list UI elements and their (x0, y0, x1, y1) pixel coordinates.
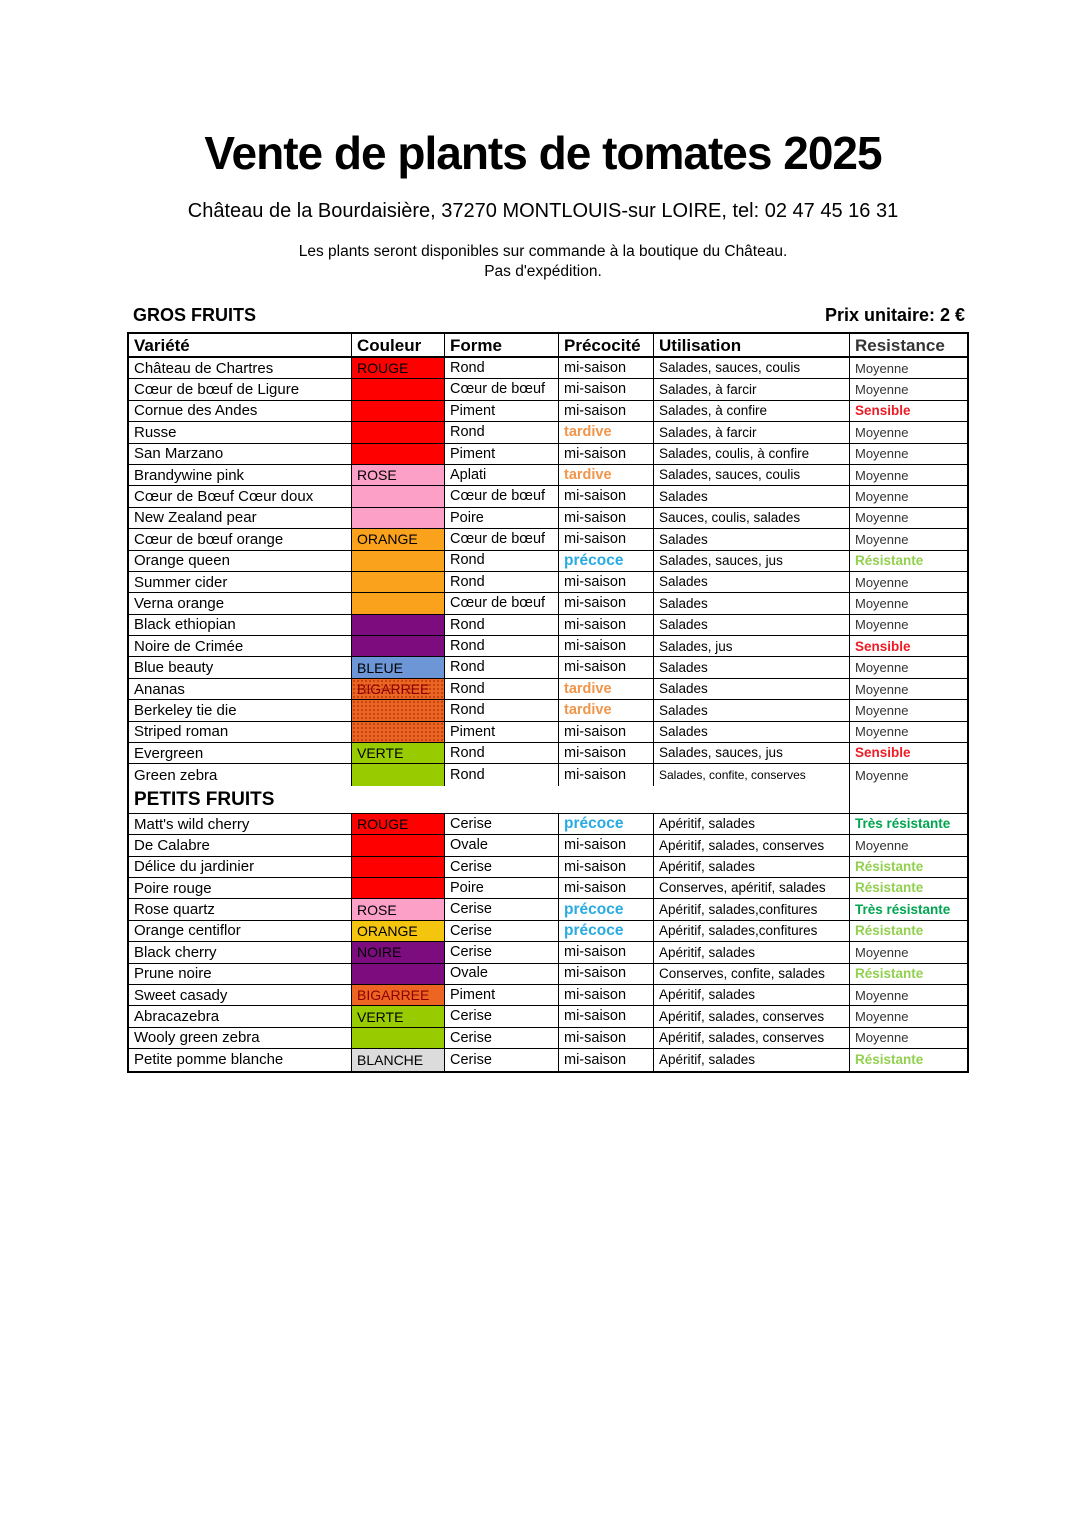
table-row (129, 985, 967, 1006)
cell-precocite: mi-saison (559, 593, 654, 613)
tomato-table (127, 332, 969, 1073)
cell-resistance: Moyenne (855, 382, 909, 398)
cell-utilisation: Salades (654, 679, 850, 699)
cell-resistance: Moyenne (855, 724, 909, 740)
cell-utilisation: Apéritif, salades (654, 985, 850, 1005)
cell-utilisation: Apéritif, salades (654, 1049, 850, 1070)
cell-precocite: mi-saison (559, 358, 654, 378)
cell-forme: Aplati (445, 465, 559, 485)
cell-precocite: mi-saison (559, 942, 654, 962)
unit-price-label: Prix unitaire: 2 € (824, 305, 965, 325)
cell-resistance: Moyenne (855, 595, 909, 611)
cell-resistance: Résistante (855, 923, 924, 939)
cell-precocite: précoce (559, 814, 654, 834)
cell-forme: Piment (445, 401, 559, 421)
cell-forme: Ovale (445, 835, 559, 855)
cell-variete: Summer cider (129, 572, 352, 592)
cell-couleur-swatch (352, 764, 445, 785)
cell-variete: Orange centiflor (129, 921, 352, 941)
cell-couleur-swatch (352, 835, 445, 855)
cell-utilisation: Salades (654, 615, 850, 635)
cell-variete: Délice du jardinier (129, 857, 352, 877)
cell-forme: Rond (445, 657, 559, 677)
cell-variete: Noire de Crimée (129, 636, 352, 656)
cell-forme: Cerise (445, 899, 559, 919)
col-header-couleur: Couleur (352, 334, 445, 356)
cell-utilisation: Salades, confite, conserves (654, 764, 850, 785)
cell-utilisation: Salades, à confire (654, 401, 850, 421)
cell-variete: Rose quartz (129, 899, 352, 919)
cell-precocite: tardive (559, 422, 654, 442)
cell-utilisation: Salades (654, 593, 850, 613)
cell-couleur-swatch (352, 444, 445, 464)
cell-resistance: Résistante (855, 552, 924, 568)
cell-precocite: tardive (559, 465, 654, 485)
cell-couleur-swatch (352, 486, 445, 506)
cell-couleur-swatch (352, 722, 445, 742)
cell-utilisation: Apéritif, salades (654, 857, 850, 877)
table-row (129, 529, 967, 550)
cell-precocite: mi-saison (559, 508, 654, 528)
cell-precocite: mi-saison (559, 401, 654, 421)
table-row (129, 486, 967, 507)
cell-variete: San Marzano (129, 444, 352, 464)
cell-resistance: Moyenne (855, 489, 909, 505)
cell-couleur-swatch: NOIRE (352, 942, 445, 962)
cell-utilisation: Salades (654, 722, 850, 742)
table-row (129, 593, 967, 614)
table-row (129, 857, 967, 878)
cell-variete: Black ethiopian (129, 615, 352, 635)
cell-precocite: mi-saison (559, 1006, 654, 1026)
section-label-gros-fruits: GROS FRUITS (133, 305, 257, 325)
cell-couleur-swatch (352, 551, 445, 571)
cell-variete: Green zebra (129, 764, 352, 785)
col-header-variete: Variété (129, 334, 352, 356)
table-row (129, 835, 967, 856)
section-label-petits-fruits: PETITS FRUITS (129, 786, 850, 813)
table-row (129, 743, 967, 764)
cell-couleur-swatch: BLANCHE (352, 1049, 445, 1070)
petits-fruits-section-row (129, 786, 967, 814)
cell-resistance: Moyenne (855, 446, 909, 462)
cell-resistance: Moyenne (855, 617, 909, 633)
cell-utilisation: Conserves, apéritif, salades (654, 878, 850, 898)
cell-forme: Piment (445, 985, 559, 1005)
table-row (129, 942, 967, 963)
cell-precocite: mi-saison (559, 878, 654, 898)
cell-utilisation: Salades (654, 700, 850, 720)
table-row (129, 508, 967, 529)
cell-resistance: Résistante (855, 965, 924, 981)
cell-couleur-swatch (352, 508, 445, 528)
cell-utilisation: Sauces, coulis, salades (654, 508, 850, 528)
table-row (129, 814, 967, 835)
shipping-note: Pas d'expédition. (484, 263, 602, 280)
table-row (129, 921, 967, 942)
table-row (129, 465, 967, 486)
table-row (129, 636, 967, 657)
cell-couleur-swatch (352, 572, 445, 592)
cell-variete: Cornue des Andes (129, 401, 352, 421)
table-row (129, 1049, 967, 1070)
cell-forme: Rond (445, 679, 559, 699)
cell-variete: Evergreen (129, 743, 352, 763)
cell-couleur-swatch: BIGARREE (352, 985, 445, 1005)
cell-variete: Abracazebra (129, 1006, 352, 1026)
table-row (129, 358, 967, 379)
cell-couleur-swatch: VERTE (352, 743, 445, 763)
col-header-forme: Forme (445, 334, 559, 356)
cell-couleur-swatch: BIGARREE (352, 679, 445, 699)
section-row-empty-cell (850, 786, 967, 813)
cell-precocite: tardive (559, 700, 654, 720)
cell-variete: Cœur de bœuf de Ligure (129, 379, 352, 399)
cell-couleur-swatch (352, 636, 445, 656)
cell-resistance: Résistante (855, 880, 924, 896)
cell-utilisation: Salades, à farcir (654, 379, 850, 399)
cell-variete: Sweet casady (129, 985, 352, 1005)
table-row (129, 722, 967, 743)
cell-couleur-swatch: ROUGE (352, 814, 445, 834)
cell-forme: Rond (445, 700, 559, 720)
cell-resistance: Moyenne (855, 987, 909, 1003)
cell-forme: Cerise (445, 1006, 559, 1026)
cell-forme: Cœur de bœuf (445, 379, 559, 399)
availability-note: Les plants seront disponibles sur commande à la boutique du Château. (298, 243, 788, 260)
cell-precocite: mi-saison (559, 743, 654, 763)
cell-variete: Brandywine pink (129, 465, 352, 485)
cell-variete: Cœur de bœuf orange (129, 529, 352, 549)
cell-precocite: mi-saison (559, 636, 654, 656)
cell-couleur-swatch (352, 593, 445, 613)
cell-precocite: mi-saison (559, 1049, 654, 1070)
table-row (129, 964, 967, 985)
cell-forme: Rond (445, 615, 559, 635)
cell-forme: Rond (445, 358, 559, 378)
cell-precocite: mi-saison (559, 764, 654, 785)
cell-utilisation: Salades (654, 529, 850, 549)
cell-precocite: mi-saison (559, 1028, 654, 1048)
cell-precocite: mi-saison (559, 722, 654, 742)
cell-forme: Cerise (445, 1028, 559, 1048)
table-row (129, 379, 967, 400)
table-header-row (129, 334, 967, 358)
cell-utilisation: Salades, jus (654, 636, 850, 656)
table-row (129, 572, 967, 593)
cell-utilisation: Salades (654, 657, 850, 677)
cell-couleur-swatch: BLEUE (352, 657, 445, 677)
cell-utilisation: Apéritif, salades (654, 814, 850, 834)
cell-variete: Orange queen (129, 551, 352, 571)
table-row (129, 764, 967, 785)
cell-forme: Cœur de bœuf (445, 593, 559, 613)
cell-couleur-swatch (352, 401, 445, 421)
cell-precocite: précoce (559, 899, 654, 919)
cell-resistance: Moyenne (855, 510, 909, 526)
cell-precocite: mi-saison (559, 529, 654, 549)
cell-precocite: mi-saison (559, 964, 654, 984)
cell-couleur-swatch (352, 878, 445, 898)
petits-fruits-rows (129, 814, 967, 1071)
cell-variete: Berkeley tie die (129, 700, 352, 720)
table-row (129, 700, 967, 721)
cell-utilisation: Conserves, confite, salades (654, 964, 850, 984)
cell-forme: Poire (445, 878, 559, 898)
cell-resistance: Moyenne (855, 944, 909, 960)
cell-resistance: Résistante (855, 859, 924, 875)
cell-couleur-swatch: ROUGE (352, 358, 445, 378)
table-row (129, 615, 967, 636)
cell-forme: Cerise (445, 1049, 559, 1070)
table-row (129, 422, 967, 443)
cell-forme: Cœur de bœuf (445, 486, 559, 506)
cell-resistance: Sensible (855, 745, 911, 761)
cell-variete: Verna orange (129, 593, 352, 613)
cell-resistance: Très résistante (855, 816, 951, 832)
cell-couleur-swatch (352, 1028, 445, 1048)
cell-variete: Russe (129, 422, 352, 442)
table-row (129, 551, 967, 572)
cell-couleur-swatch (352, 857, 445, 877)
cell-forme: Piment (445, 444, 559, 464)
cell-forme: Rond (445, 636, 559, 656)
cell-forme: Rond (445, 743, 559, 763)
cell-resistance: Moyenne (855, 467, 909, 483)
cell-forme: Cerise (445, 814, 559, 834)
cell-precocite: mi-saison (559, 835, 654, 855)
cell-utilisation: Apéritif, salades, conserves (654, 1028, 850, 1048)
cell-couleur-swatch: ROSE (352, 899, 445, 919)
cell-forme: Rond (445, 551, 559, 571)
cell-resistance: Moyenne (855, 660, 909, 676)
cell-couleur-swatch (352, 700, 445, 720)
cell-forme: Cœur de bœuf (445, 529, 559, 549)
table-row (129, 878, 967, 899)
cell-utilisation: Salades, sauces, coulis (654, 358, 850, 378)
table-row (129, 657, 967, 678)
cell-forme: Cerise (445, 942, 559, 962)
cell-variete: Cœur de Bœuf Cœur doux (129, 486, 352, 506)
cell-precocite: mi-saison (559, 985, 654, 1005)
cell-utilisation: Apéritif, salades,confitures (654, 899, 850, 919)
page-title: Vente de plants de tomates 2025 (204, 127, 882, 179)
col-header-utilisation: Utilisation (654, 334, 850, 356)
cell-resistance: Moyenne (855, 360, 909, 376)
cell-utilisation: Apéritif, salades, conserves (654, 1006, 850, 1026)
cell-resistance: Moyenne (855, 767, 909, 783)
gros-fruits-header-line (127, 305, 965, 326)
cell-variete: Blue beauty (129, 657, 352, 677)
cell-forme: Ovale (445, 964, 559, 984)
cell-couleur-swatch: ROSE (352, 465, 445, 485)
cell-variete: Petite pomme blanche (129, 1049, 352, 1070)
gros-fruits-rows (129, 358, 967, 786)
cell-couleur-swatch: ORANGE (352, 921, 445, 941)
cell-precocite: mi-saison (559, 857, 654, 877)
cell-precocite: mi-saison (559, 379, 654, 399)
cell-resistance: Moyenne (855, 837, 909, 853)
cell-variete: Matt's wild cherry (129, 814, 352, 834)
cell-resistance: Moyenne (855, 702, 909, 718)
cell-precocite: précoce (559, 921, 654, 941)
cell-forme: Rond (445, 572, 559, 592)
cell-resistance: Moyenne (855, 424, 909, 440)
col-header-precocite: Précocité (559, 334, 654, 356)
cell-couleur-swatch (352, 615, 445, 635)
col-header-resistance: Resistance (855, 335, 945, 355)
cell-utilisation: Apéritif, salades,confitures (654, 921, 850, 941)
cell-variete: Black cherry (129, 942, 352, 962)
cell-resistance: Moyenne (855, 531, 909, 547)
cell-precocite: tardive (559, 679, 654, 699)
cell-resistance: Très résistante (855, 901, 951, 917)
cell-variete: Ananas (129, 679, 352, 699)
cell-precocite: mi-saison (559, 657, 654, 677)
cell-utilisation: Apéritif, salades, conserves (654, 835, 850, 855)
cell-resistance: Moyenne (855, 1030, 909, 1046)
cell-forme: Rond (445, 764, 559, 785)
cell-resistance: Moyenne (855, 574, 909, 590)
cell-variete: Wooly green zebra (129, 1028, 352, 1048)
cell-variete: De Calabre (129, 835, 352, 855)
cell-forme: Cerise (445, 857, 559, 877)
cell-variete: Prune noire (129, 964, 352, 984)
cell-precocite: mi-saison (559, 615, 654, 635)
cell-precocite: mi-saison (559, 572, 654, 592)
cell-variete: Striped roman (129, 722, 352, 742)
cell-couleur-swatch: VERTE (352, 1006, 445, 1026)
cell-utilisation: Salades (654, 572, 850, 592)
table-row (129, 899, 967, 920)
cell-couleur-swatch: ORANGE (352, 529, 445, 549)
cell-resistance: Sensible (855, 403, 911, 419)
cell-resistance: Sensible (855, 638, 911, 654)
cell-utilisation: Salades, sauces, coulis (654, 465, 850, 485)
cell-resistance: Moyenne (855, 681, 909, 697)
cell-resistance: Moyenne (855, 1009, 909, 1025)
table-row (129, 1006, 967, 1027)
cell-utilisation: Salades (654, 486, 850, 506)
cell-variete: New Zealand pear (129, 508, 352, 528)
cell-couleur-swatch (352, 422, 445, 442)
table-row (129, 1028, 967, 1049)
cell-utilisation: Salades, coulis, à confire (654, 444, 850, 464)
cell-forme: Cerise (445, 921, 559, 941)
cell-resistance: Résistante (855, 1052, 924, 1068)
cell-precocite: mi-saison (559, 444, 654, 464)
table-row (129, 401, 967, 422)
cell-forme: Poire (445, 508, 559, 528)
cell-utilisation: Salades, sauces, jus (654, 743, 850, 763)
cell-forme: Rond (445, 422, 559, 442)
cell-couleur-swatch (352, 379, 445, 399)
cell-variete: Château de Chartres (129, 358, 352, 378)
table-row (129, 679, 967, 700)
table-row (129, 444, 967, 465)
cell-precocite: précoce (559, 551, 654, 571)
cell-utilisation: Salades, sauces, jus (654, 551, 850, 571)
cell-utilisation: Salades, à farcir (654, 422, 850, 442)
cell-couleur-swatch (352, 964, 445, 984)
cell-utilisation: Apéritif, salades (654, 942, 850, 962)
cell-forme: Piment (445, 722, 559, 742)
cell-variete: Poire rouge (129, 878, 352, 898)
address-line: Château de la Bourdaisière, 37270 MONTLOUIS-sur LOIRE, tel: 02 47 45 16 31 (187, 200, 899, 222)
cell-precocite: mi-saison (559, 486, 654, 506)
